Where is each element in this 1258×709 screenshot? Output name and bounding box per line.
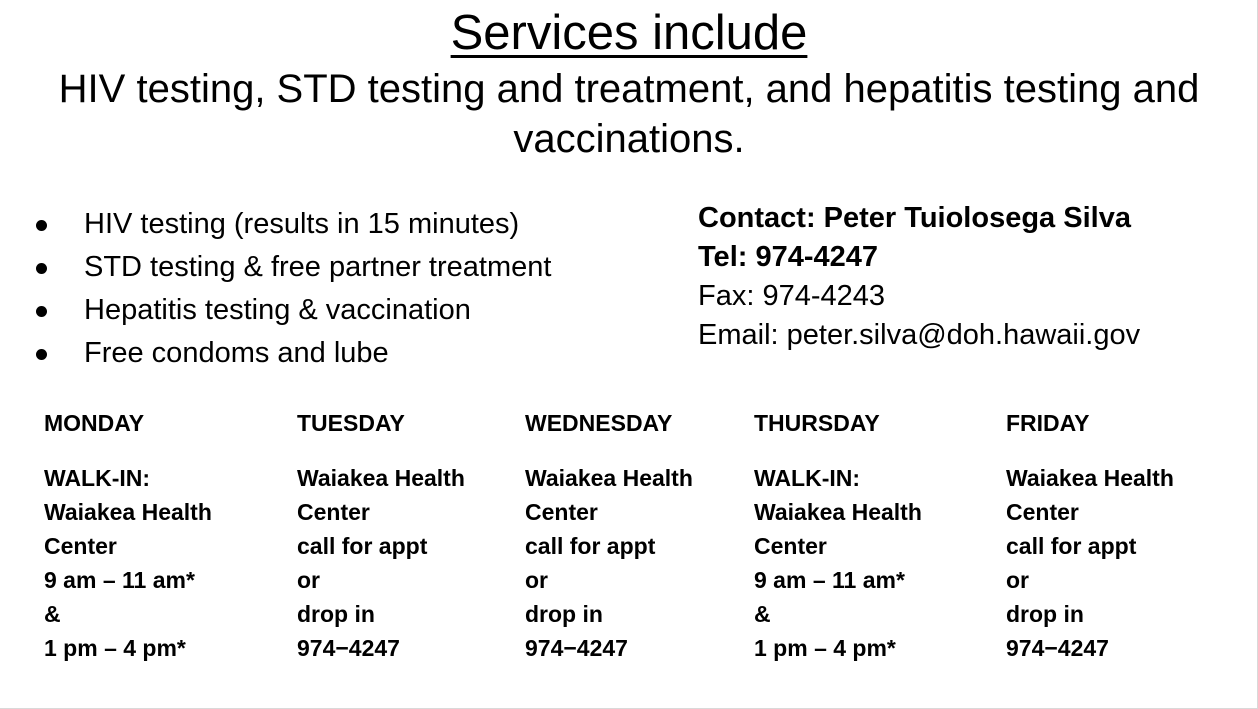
schedule-line: Waiakea Health bbox=[1006, 465, 1174, 491]
schedule-day-wednesday bbox=[525, 404, 693, 665]
page-subtitle: HIV testing, STD testing and treatment, and hepatitis testing and vaccinations. bbox=[58, 67, 1200, 161]
day-details bbox=[754, 461, 922, 665]
bullet-icon bbox=[36, 349, 47, 360]
bullet-icon bbox=[36, 263, 47, 274]
schedule-line: Center bbox=[1006, 499, 1079, 525]
schedule-line: call for appt bbox=[1006, 533, 1137, 559]
schedule-line: & bbox=[754, 601, 771, 627]
contact-block bbox=[698, 199, 1140, 355]
contact-tel: Tel: 974-4247 bbox=[698, 241, 879, 273]
schedule-line: Center bbox=[525, 499, 598, 525]
schedule-line: WALK-IN: bbox=[44, 465, 151, 491]
day-name: MONDAY bbox=[44, 410, 145, 436]
schedule-line: Waiakea Health bbox=[525, 465, 693, 491]
schedule-line: drop in bbox=[525, 601, 603, 627]
schedule-line: call for appt bbox=[525, 533, 656, 559]
service-label: Hepatitis testing & vaccination bbox=[84, 294, 471, 326]
list-item bbox=[34, 203, 551, 246]
schedule-line: call for appt bbox=[297, 533, 428, 559]
schedule-line: Center bbox=[297, 499, 370, 525]
schedule-line: drop in bbox=[297, 601, 375, 627]
schedule-line: or bbox=[297, 567, 320, 593]
schedule-line: 9 am – 11 am* bbox=[754, 567, 905, 593]
schedule-line: 1 pm – 4 pm* bbox=[44, 635, 186, 661]
schedule-line: Center bbox=[44, 533, 117, 559]
list-item bbox=[34, 246, 551, 289]
schedule-day-thursday bbox=[754, 404, 922, 665]
schedule-line: or bbox=[525, 567, 548, 593]
service-label: Free condoms and lube bbox=[84, 337, 389, 369]
day-name: FRIDAY bbox=[1006, 410, 1090, 436]
schedule-day-friday bbox=[1006, 404, 1174, 665]
schedule-line: drop in bbox=[1006, 601, 1084, 627]
contact-email: Email: peter.silva@doh.hawaii.gov bbox=[698, 319, 1141, 351]
day-details bbox=[1006, 461, 1174, 665]
service-label: STD testing & free partner treatment bbox=[84, 251, 552, 283]
contact-name: Contact: Peter Tuiolosega Silva bbox=[698, 202, 1131, 234]
day-details bbox=[525, 461, 693, 665]
schedule-line: 9 am – 11 am* bbox=[44, 567, 195, 593]
schedule-line: 1 pm – 4 pm* bbox=[754, 635, 896, 661]
schedule-line: 974−4247 bbox=[1006, 635, 1109, 661]
schedule-line: & bbox=[44, 601, 61, 627]
list-item bbox=[34, 332, 551, 375]
schedule-line: WALK-IN: bbox=[754, 465, 861, 491]
day-details bbox=[297, 461, 465, 665]
schedule-line: Waiakea Health bbox=[297, 465, 465, 491]
day-name: TUESDAY bbox=[297, 410, 405, 436]
schedule-line: Waiakea Health bbox=[44, 499, 212, 525]
schedule-day-tuesday bbox=[297, 404, 465, 665]
services-list bbox=[34, 203, 551, 375]
schedule-line: 974−4247 bbox=[297, 635, 400, 661]
day-details bbox=[44, 461, 212, 665]
page-title: Services include bbox=[450, 6, 808, 60]
service-label: HIV testing (results in 15 minutes) bbox=[84, 208, 520, 240]
schedule-line: Waiakea Health bbox=[754, 499, 922, 525]
schedule-line: Center bbox=[754, 533, 827, 559]
schedule-line: 974−4247 bbox=[525, 635, 628, 661]
contact-fax: Fax: 974-4243 bbox=[698, 280, 886, 312]
day-name: THURSDAY bbox=[754, 410, 880, 436]
list-item bbox=[34, 289, 551, 332]
bullet-icon bbox=[36, 306, 47, 317]
day-name: WEDNESDAY bbox=[525, 410, 673, 436]
bullet-icon bbox=[36, 220, 47, 231]
weekly-schedule bbox=[0, 404, 1258, 684]
schedule-line: or bbox=[1006, 567, 1029, 593]
schedule-day-monday bbox=[44, 404, 212, 665]
